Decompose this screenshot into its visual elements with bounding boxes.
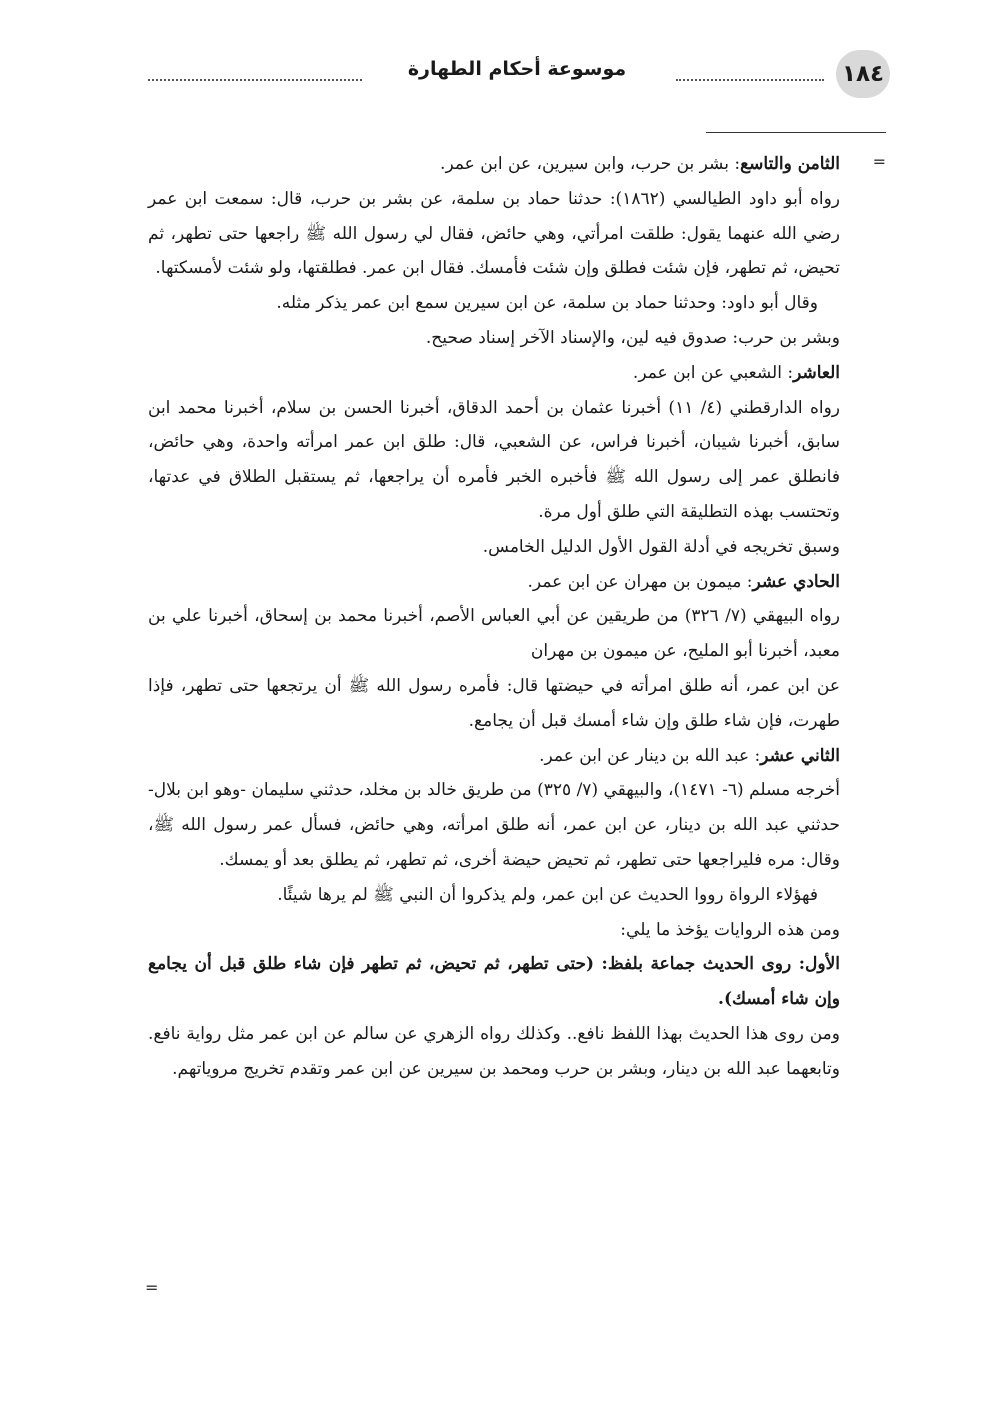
paragraph: رواه البيهقي (٧/ ٣٢٦) من طريقين عن أبي العباس الأصم، أخبرنا محمد بن إسحاق، أخبرنا علي بن معبد، أخبرنا أبو المليح، عن ميمون بن مهران: [148, 606, 840, 662]
paragraph-twelfth: الثاني عشر: عبد الله بن دينار عن ابن عمر.: [539, 745, 840, 766]
paragraph: رواه الدارقطني (٤/ ١١) أخبرنا عثمان بن أحمد الدقاق، أخبرنا الحسن بن سلام، أخبرنا محمد ابن سابق، أخبرنا شيبان، أخبرنا فراس، عن الشعبي، قال: طلق ابن عمر امرأته واحدة، وهي حائض، فانطلق عمر إلى رسول الله ﷺ فأخبره الخبر فأمره أن يراجعها، ثم يستقبل الطلاق في عدتها، وتحتسب بهذه التطليقة التي طلق أول مرة.: [148, 397, 840, 522]
page-number-badge: ١٨٤: [836, 50, 890, 98]
continuation-marker-bottom: =: [145, 1278, 159, 1297]
paragraph: ومن روى هذا الحديث بهذا اللفظ نافع.. وكذلك رواه الزهري عن سالم عن ابن عمر مثل رواية نافع. وتابعهما عبد الله بن دينار، وبشر بن حرب ومحمد بن سيرين عن ابن عمر وتقدم تخريج مروياتهم.: [148, 1023, 840, 1079]
header-dotted-line-right: [676, 79, 824, 81]
paragraph: وبشر بن حرب: صدوق فيه لين، والإسناد الآخر إسناد صحيح.: [425, 327, 840, 348]
paragraph: عن ابن عمر، أنه طلق امرأته في حيضتها قال: فأمره رسول الله ﷺ أن يرتجعها حتى تطهر، فإذا طهرت، فإن شاء طلق وإن شاء أمسك قبل أن يجامع.: [148, 675, 840, 731]
paragraph: وقال أبو داود: وحدثنا حماد بن سلمة، عن ابن سيرين سمع ابن عمر يذكر مثله.: [276, 293, 818, 314]
header-dotted-line-left: [148, 79, 362, 81]
section-heading: الأول: [805, 954, 840, 975]
continuation-marker-top: =: [872, 152, 886, 171]
paragraph-eighth-ninth: الثامن والتاسع: بشر بن حرب، وابن سيرين، عن ابن عمر.: [440, 154, 840, 174]
footnote-body: [148, 147, 840, 1087]
footnote-rule: [706, 132, 886, 133]
section-heading: الحادي عشر: [752, 571, 840, 592]
section-heading: الثامن والتاسع: [740, 154, 840, 174]
paragraph-eleventh: الحادي عشر: ميمون بن مهران عن ابن عمر.: [527, 571, 840, 592]
paragraph: رواه أبو داود الطيالسي (١٨٦٢): حدثنا حماد بن سلمة، عن بشر بن حرب، قال: سمعت ابن عمر رضي الله عنهما يقول: طلقت امرأتي، وهي حائض، فقال لي رسول الله ﷺ راجعها حتى تطهر، ثم تحيض، ثم تطهر، فإن شئت فطلق وإن شئت فأمسك. فقال ابن عمر. فطلقتها، ولو شئت لأمسكتها.: [148, 188, 840, 279]
section-heading: العاشر: [793, 362, 840, 383]
paragraph: وسبق تخريجه في أدلة القول الأول الدليل الخامس.: [482, 536, 840, 557]
page-header: [148, 50, 890, 98]
paragraph-tenth: العاشر: الشعبي عن ابن عمر.: [632, 362, 840, 383]
hadith-quote: حتى تطهر، ثم تحيض، ثم تطهر فإن شاء طلق قبل أن يجامع وإن شاء أمسك: [148, 954, 840, 1010]
paragraph-first-point: الأول: روى الحديث جماعة بلفظ: (حتى تطهر، ثم تحيض، ثم تطهر فإن شاء طلق قبل أن يجامع وإن شاء أمسك).: [148, 954, 840, 1010]
paragraph: أخرجه مسلم (٦- ١٤٧١)، والبيهقي (٧/ ٣٢٥) من طريق خالد بن مخلد، حدثني سليمان -وهو ابن بلال- حدثني عبد الله بن دينار، عن ابن عمر، أنه طلق امرأته، وهي حائض، فسأل عمر رسول الله ﷺ، وقال: مره فليراجعها حتى تطهر، ثم تحيض حيضة أخرى، ثم تطهر، ثم يطلق بعد أو يمسك.: [148, 780, 840, 870]
section-heading: الثاني عشر: [760, 745, 840, 766]
paragraph: فهؤلاء الرواة رووا الحديث عن ابن عمر، ولم يذكروا أن النبي ﷺ لم يرها شيئًا.: [277, 884, 818, 905]
book-title: موسوعة أحكام الطهارة: [407, 58, 627, 80]
paragraph: ومن هذه الروايات يؤخذ ما يلي:: [620, 919, 840, 940]
